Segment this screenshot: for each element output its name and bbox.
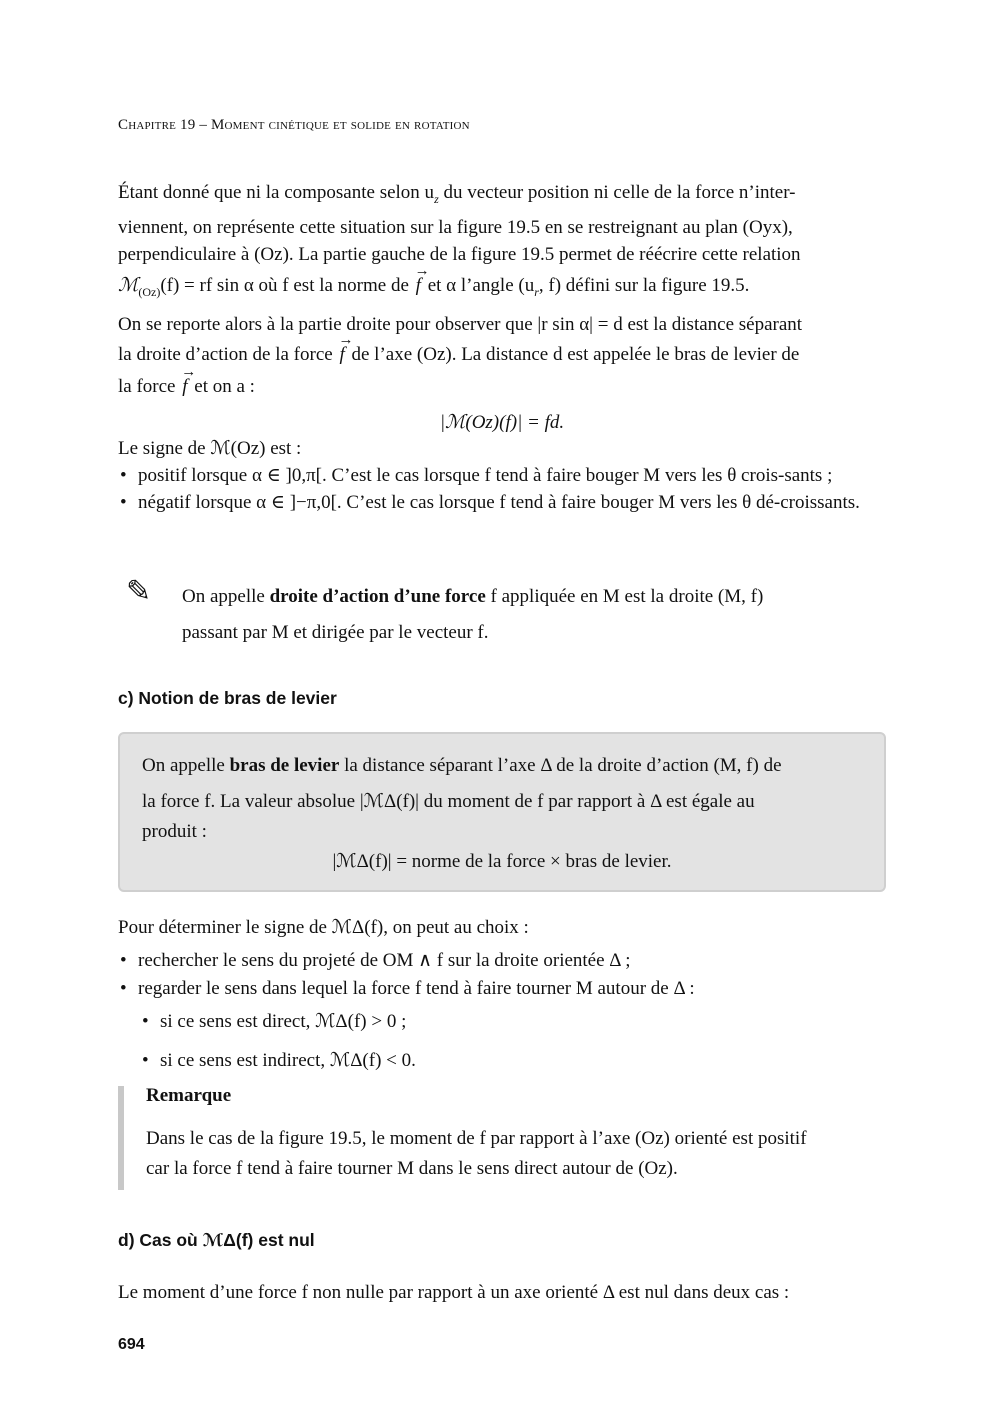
list-item: • regarder le sens dans lequel la force f tend à faire tourner M autour de Δ :: [118, 976, 886, 1002]
remark-line-2: car la force f tend à faire tourner M dans le sens direct autour de (Oz).: [146, 1158, 678, 1179]
last-line: Le moment d’une force f non nulle par rapport à un axe orienté Δ est nul dans deux cas :: [118, 1282, 790, 1303]
page-number: 694: [118, 1336, 145, 1353]
box-line-1: On appelle bras de levier la distance séparant l’axe Δ de la droite d’action (M, f) de: [142, 755, 782, 776]
section-d-title: d) Cas où ℳΔ(f) est nul: [118, 1230, 315, 1250]
sign-intro: Le signe de ℳ(Oz) est :: [118, 438, 302, 459]
remark-block: [118, 1086, 886, 1190]
determine-section: [118, 910, 886, 1080]
last-paragraph: [118, 1278, 886, 1307]
chapter-label: Chapitre 19 –: [118, 117, 211, 133]
note-line-2: passant par M et dirigée par le vecteur f.: [182, 622, 489, 643]
definition-note: [118, 575, 886, 650]
list-item: • si ce sens est indirect, ℳΔ(f) < 0.: [118, 1042, 886, 1080]
equation-moment-abs: |ℳ(Oz)(f)| = fd.: [439, 411, 565, 433]
intro-line-4: ℳ$_{(Oz)}$(f) = rf sin α où f est la norme de → f et α l’angle ($u_r$, f) défini sur la figure 19.5.: [118, 268, 886, 310]
note-line-1: On appelle droite d’action d’une force f appliquée en M est la droite (M, f): [182, 586, 764, 607]
definition-box: [118, 732, 886, 892]
running-header: [118, 117, 470, 134]
box-line-3: produit :: [142, 821, 207, 842]
list-item: • positif lorsque α ∈ ]0,π[. C’est le cas lorsque f tend à faire bouger M vers les θ crois-sants ;: [118, 463, 886, 488]
box-bold-term: bras de levier: [229, 755, 340, 776]
intro-line-2: viennent, on représente cette situation sur la figure 19.5 en se restreignant au plan (Oyx),: [118, 216, 793, 238]
section-c-title: c) Notion de bras de levier: [118, 688, 337, 708]
box-line-2: la force f. La valeur absolue |ℳΔ(f)| du moment de f par rapport à Δ est égale au: [142, 791, 755, 812]
remark-line-1: Dans le cas de la figure 19.5, le moment de f par rapport à l’axe (Oz) orienté est positif: [146, 1128, 807, 1149]
list-item: • rechercher le sens du projeté de OM ∧ f sur la droite orientée Δ ;: [118, 946, 886, 976]
note-bold-term: droite d’action d’une force: [269, 586, 486, 607]
determine-sublist: [118, 1002, 886, 1080]
list-item: • si ce sens est direct, ℳΔ(f) > 0 ;: [118, 1002, 886, 1042]
remark-title: Remarque: [146, 1085, 232, 1106]
box-equation: |ℳΔ(f)| = norme de la force × bras de levier.: [332, 851, 672, 872]
intro-line-1: Étant donné que ni la composante selon $u_z$ du vecteur position ni celle de la force n’inter-: [118, 182, 796, 206]
sign-section: [118, 434, 886, 515]
intro-line-3: perpendiculaire à (Oz). La partie gauche de la figure 19.5 permet de réécrire cette relation: [118, 243, 801, 265]
pencil-icon: ✎: [126, 575, 152, 608]
chapter-title: Moment cinétique et solide en rotation: [211, 117, 470, 133]
determine-intro: Pour déterminer le signe de ℳΔ(f), on peut au choix :: [118, 917, 529, 938]
intro-line-6: la droite d’action de la force → f de l’axe (Oz). La distance d est appelée le bras de levier de: [118, 339, 886, 371]
intro-line-7: la force → f et on a :: [118, 371, 886, 403]
sign-list: [118, 463, 886, 515]
intro-line-5: On se reporte alors à la partie droite pour observer que |r sin α| = d est la distance séparant: [118, 313, 803, 335]
intro-paragraph: [118, 178, 886, 443]
list-item: • négatif lorsque α ∈ ]−π,0[. C’est le cas lorsque f tend à faire bouger M vers les θ dé-croissants.: [118, 490, 886, 515]
determine-list: [118, 946, 886, 1002]
